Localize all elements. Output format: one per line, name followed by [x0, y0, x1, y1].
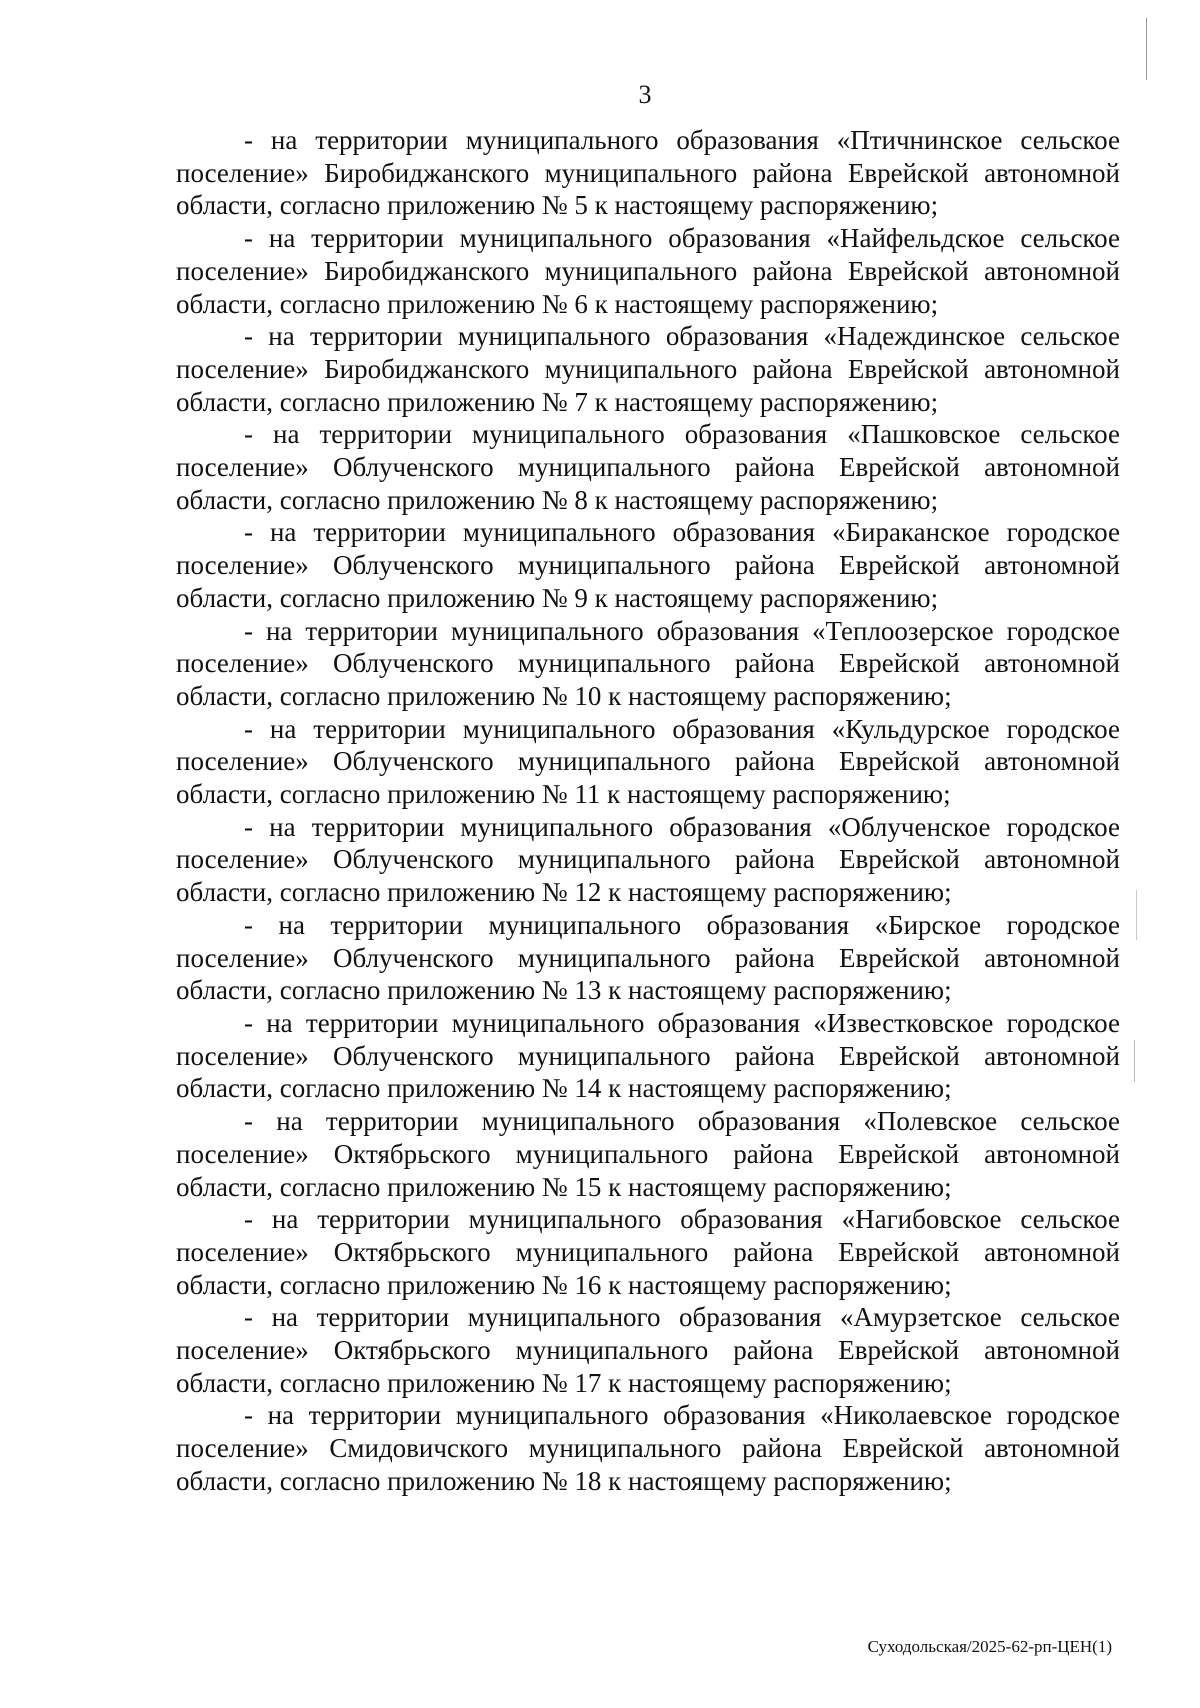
document-body: [176, 124, 1120, 1498]
list-item: - на территории муниципального образования «Николаевское городское поселение» Смидовичского муниципального района Еврейской автономной области, согласно приложению № 18 к настоящему распоряжению;: [176, 1400, 1120, 1496]
list-item: - на территории муниципального образования «Полевское сельское поселение» Октябрьского муниципального района Еврейской автономной области, согласно приложению № 15 к настоящему распоряжению;: [176, 1106, 1120, 1202]
list-item: - на территории муниципального образования «Теплоозерское городское поселение» Облученского муниципального района Еврейской автономной области, согласно приложению № 10 к настоящему распоряжению;: [176, 615, 1120, 711]
scan-artifact-line: [1134, 1040, 1135, 1082]
list-item: - на территории муниципального образования «Найфельдское сельское поселение» Биробиджанского муниципального района Еврейской автономной области, согласно приложению № 6 к настоящему распоряжению;: [176, 223, 1120, 319]
list-item: - на территории муниципального образования «Птичнинское сельское поселение» Биробиджанского муниципального района Еврейской автономной области, согласно приложению № 5 к настоящему распоряжению;: [176, 125, 1120, 221]
list-item: - на территории муниципального образования «Известковское городское поселение» Облученского муниципального района Еврейской автономной области, согласно приложению № 14 к настоящему распоряжению;: [176, 1007, 1120, 1104]
list-item: - на территории муниципального образования «Надеждинское сельское поселение» Биробиджанского муниципального района Еврейской автономной области, согласно приложению № 7 к настоящему распоряжению;: [176, 321, 1120, 417]
scan-artifact-line: [1146, 18, 1147, 80]
list-item: - на территории муниципального образования «Амурзетское сельское поселение» Октябрьского муниципального района Еврейской автономной области, согласно приложению № 17 к настоящему распоряжению;: [176, 1302, 1120, 1398]
scan-artifact-line: [1136, 890, 1137, 940]
document-footer-code: Суходольская/2025-62-рп-ЦЕН(1): [867, 1637, 1112, 1656]
list-item: - на территории муниципального образования «Пашковское сельское поселение» Облученского муниципального района Еврейской автономной области, согласно приложению № 8 к настоящему распоряжению;: [176, 419, 1120, 515]
list-item: - на территории муниципального образования «Бираканское городское поселение» Облученского муниципального района Еврейской автономной области, согласно приложению № 9 к настоящему распоряжению;: [176, 517, 1120, 613]
list-item: - на территории муниципального образования «Нагибовское сельское поселение» Октябрьского муниципального района Еврейской автономной области, согласно приложению № 16 к настоящему распоряжению;: [176, 1204, 1120, 1300]
page-number: 3: [638, 80, 652, 109]
list-item: - на территории муниципального образования «Кульдурское городское поселение» Облученского муниципального района Еврейской автономной области, согласно приложению № 11 к настоящему распоряжению;: [176, 713, 1120, 810]
list-item: - на территории муниципального образования «Бирское городское поселение» Облученского муниципального района Еврейской автономной области, согласно приложению № 13 к настоящему распоряжению;: [176, 909, 1120, 1006]
list-item: - на территории муниципального образования «Облученское городское поселение» Облученского муниципального района Еврейской автономной области, согласно приложению № 12 к настоящему распоряжению;: [176, 811, 1120, 908]
